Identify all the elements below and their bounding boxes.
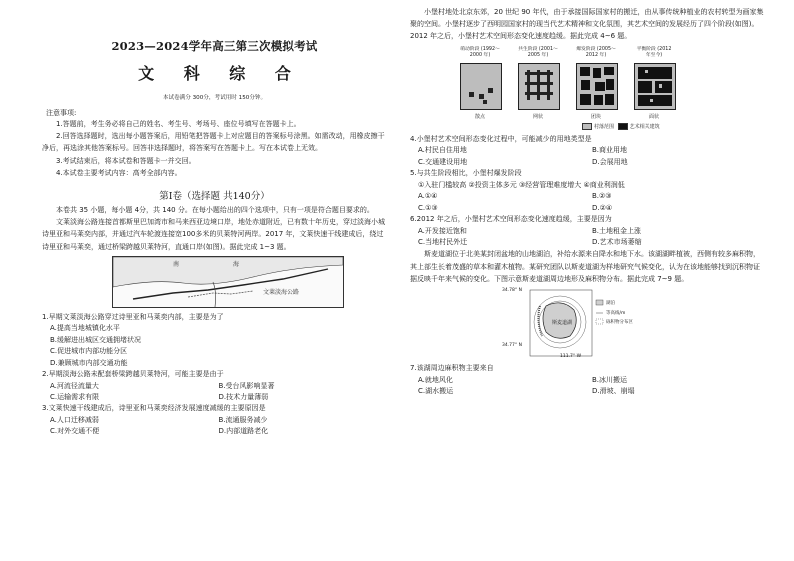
map2-lake-label: 斯麦道湖 xyxy=(552,320,573,327)
q4-option-a[interactable]: A.村民自住用地 xyxy=(418,146,467,155)
q3-option-c[interactable]: C.对外交通不便 xyxy=(50,427,100,436)
map2-lon: 111.7° W xyxy=(560,354,582,360)
map2-legend-lake: 湖泊 xyxy=(606,301,615,307)
stages-legend xyxy=(580,123,766,130)
q2-option-a[interactable]: A.河流径流量大 xyxy=(50,381,99,390)
map-label-road: 文莱淡海公路 xyxy=(263,288,300,296)
question-2: 2.早期淡海公路未配套桥梁跨越贝莱特河，可能主要是由于 xyxy=(42,370,224,379)
q5-statements: ①入驻门槛较高 ②投资主体多元 ③经营管理难度增大 ④商业利润低 xyxy=(418,180,625,189)
question-6: 6.2012 年之后，小堡村艺术空间形态变化速度趋缓，主要是因为 xyxy=(410,215,612,224)
q1-option-b[interactable]: B.缓解进出城区交通拥堵状况 xyxy=(50,335,142,344)
q6-option-d[interactable]: D.艺术市场萎缩 xyxy=(592,238,642,247)
q4-option-b[interactable]: B.商业用地 xyxy=(592,146,628,155)
q2-options xyxy=(42,381,387,404)
stage-2 xyxy=(518,47,558,120)
q6-options xyxy=(410,226,766,249)
passage-7-9: 斯麦道湖位于北美某封闭盆地的山地湖泊，补给水源来自降水和地下水。该湖湖畔植被，西侧有较多麻积物，其上部生长着茂盛的草本和灌木植物。某研究团队以斯麦道湖为样地研究气候变化，认为在该地能够找到沉积物证据反映千年来气候的变化。下图示意斯麦道湖周边地形及麻积物分布。据此完成 7~9 题。 xyxy=(410,250,760,283)
question-1: 1.早期文莱淡海公路穿过诗里亚和马莱奕内部，主要是为了 xyxy=(42,312,224,321)
q5-option-c[interactable]: C.①③ xyxy=(418,203,438,212)
notice-heading: 注意事项: xyxy=(46,109,77,117)
stage-2-label: 共生阶段 (2001～2005 年) xyxy=(518,46,558,58)
q4-option-d[interactable]: D.会展用地 xyxy=(592,157,628,166)
stage-1 xyxy=(460,47,500,120)
q6-option-a[interactable]: A.开发接近饱和 xyxy=(418,226,467,235)
lake-map xyxy=(500,288,640,360)
q1-option-a[interactable]: A.提高当地城镇化水平 xyxy=(50,324,120,333)
question-4: 4.小堡村艺术空间形态变化过程中，可能减少的用地类型是 xyxy=(410,134,592,143)
legend-village-swatch xyxy=(582,123,592,130)
exam-title: 2023—2024学年高三第三次模拟考试 xyxy=(111,39,318,53)
map2-legend-deposit: 砾积物分布区 xyxy=(606,320,633,326)
q7-options xyxy=(410,375,766,398)
passage-4-6: 小堡村地处北京东郊，20 世纪 90 年代，由于承接国际国家村的搬迁，由从事传统种植业的农村转型为画家集聚的空间。小堡村逐步了西明园国家村的现当代艺术精神和文化氛围，其艺术空间的发展经历了四个阶段(如图)。2012 年之后，小堡村艺术空间形态变化速度趋缓。据此完成 4~6 题。 xyxy=(410,8,764,41)
question-7: 7.该湖周边麻积物主要来自 xyxy=(410,364,494,373)
section-title: 第Ⅰ卷（选择题 共140分） xyxy=(159,191,270,203)
question-3: 3.文莱快速干线建成后，诗里亚和马莱奕经济发展速度减缓的主要原因是 xyxy=(42,404,266,413)
right-column xyxy=(410,6,766,397)
stage-3-label: 爆发阶段 (2005～2012 年) xyxy=(576,46,616,58)
legend-village: 村落范围 xyxy=(594,123,615,130)
q5-option-a[interactable]: A.①④ xyxy=(418,192,438,201)
left-column xyxy=(42,0,387,438)
q1-option-d[interactable]: D.兼顾城市内部交通功能 xyxy=(50,358,128,367)
stage-4-label: 平衡阶段 (2012 年至今) xyxy=(636,46,672,58)
notice-4: 4.本试卷主要考试内容：高考全部内容。 xyxy=(56,168,182,177)
q6-option-c[interactable]: C.当地村民外迁 xyxy=(418,238,468,247)
q1-option-c[interactable]: C.促进城市内部功能分区 xyxy=(50,347,128,356)
q3-options xyxy=(42,415,387,438)
q3-option-a[interactable]: A.人口迁移减弱 xyxy=(50,416,99,425)
map-label-sea: 海 xyxy=(233,260,240,268)
stages-figure xyxy=(460,47,766,120)
stage-3-caption: 团块 xyxy=(590,113,601,120)
q4-options xyxy=(410,145,766,168)
stage-4 xyxy=(634,47,674,120)
q7-option-d[interactable]: D.滑坡、崩塌 xyxy=(592,387,635,396)
q7-option-a[interactable]: A.就地风化 xyxy=(418,375,453,384)
q2-option-b[interactable]: B.受台风影响显著 xyxy=(218,381,275,390)
q3-option-d[interactable]: D.内部道路老化 xyxy=(218,427,269,436)
q7-option-b[interactable]: B.冰川搬运 xyxy=(592,375,628,384)
stage-4-caption: 面状 xyxy=(648,113,659,120)
stage-2-caption: 网状 xyxy=(532,113,543,120)
stage-1-caption: 散点 xyxy=(474,113,485,120)
notice-3: 3.考试结束后，将本试卷和答题卡一并交回。 xyxy=(56,156,196,165)
notice-2: 2.回答选择题时，选出每小题答案后，用铅笔把答题卡上对应题目的答案标号涂黑。如需改动，用橡皮擦干净后，再选涂其他答案标号。回答非选择题时，将答案写在答题卡上。写在本试卷上无效。 xyxy=(42,132,385,153)
q5-option-d[interactable]: D.②④ xyxy=(592,203,613,212)
score-line: 本试卷满分 300分，考试用时 150分钟。 xyxy=(162,95,267,101)
question-5: 5.与共生阶段相比，小堡村爆发阶段 xyxy=(410,169,522,178)
q1-options xyxy=(42,323,387,369)
map-drawing xyxy=(113,257,343,307)
exam-subject: 文 科 综 合 xyxy=(138,64,303,83)
map2-lat1: 34.78° N xyxy=(502,288,522,294)
q5-options xyxy=(410,191,766,214)
notice-1: 1.答题前，考生务必将自己的姓名、考生号、考场号、座位号填写在答题卡上。 xyxy=(56,120,301,128)
q2-option-c[interactable]: C.运输需求有限 xyxy=(50,393,100,402)
stage-1-label: 萌动阶段 (1992～2000 年) xyxy=(460,46,500,58)
legend-art-swatch xyxy=(618,123,628,130)
q6-option-b[interactable]: B.土地租金上涨 xyxy=(592,226,642,235)
stage-3 xyxy=(576,47,616,120)
map-label-sea2: 南 xyxy=(173,260,180,268)
legend-art: 艺术相关建筑 xyxy=(629,123,660,130)
q2-option-d[interactable]: D.技术力量薄弱 xyxy=(218,393,269,402)
q5-option-b[interactable]: B.②③ xyxy=(592,192,612,201)
q3-option-b[interactable]: B.流通服务减少 xyxy=(218,416,268,425)
map2-lat2: 34.77° N xyxy=(502,343,522,349)
section-intro: 本卷共 35 小题，每小题 4分，共 140 分。在每小题给出的四个选项中，只有一项是符合题目要求的。 xyxy=(56,206,374,215)
passage-1-3: 文莱淡海公路连接首都斯里巴加湾市和马来西亚边境口岸，地处赤道附近，已有数十年历史，穿过淡海小城诗里亚和马莱奕内部，并通过汽车轮渡连接宽100多米的贝莱特河两岸。2017 年，文莱快速干线建成后，绕过诗里亚和马莱奕，通过桥梁跨越贝莱特河，直通口岸(如图)。据此完成 1~3 题。 xyxy=(42,218,385,251)
map2-legend-contour: 等高线/m xyxy=(606,311,626,317)
q4-option-c[interactable]: C.交通建设用地 xyxy=(418,157,468,166)
brunei-road-map xyxy=(112,256,344,308)
q7-option-c[interactable]: C.湖水搬运 xyxy=(418,387,454,396)
